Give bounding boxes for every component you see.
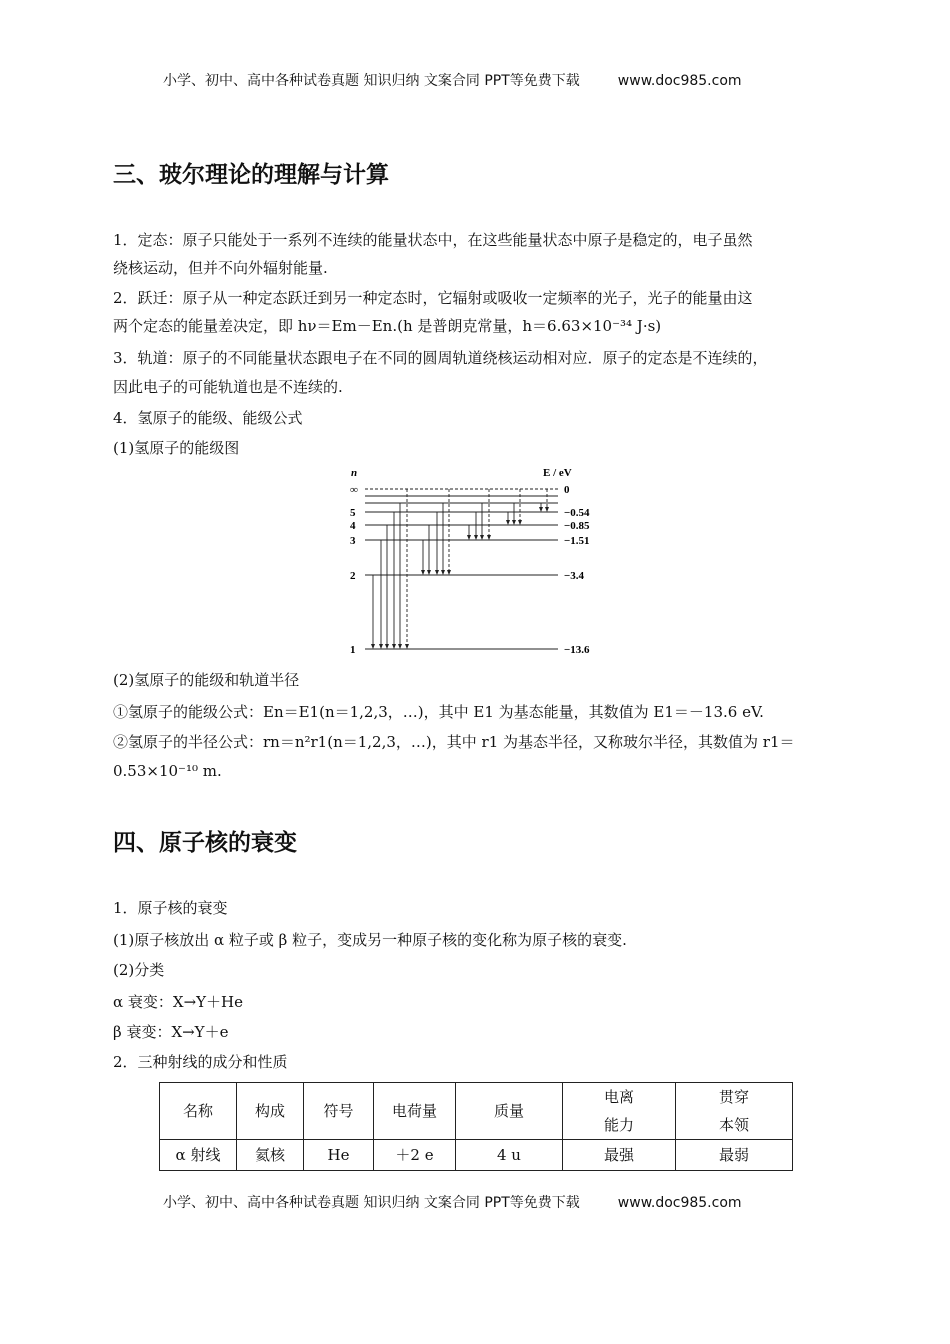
beta-decay: β 衰变：X→Y＋e [113, 1023, 229, 1041]
arrowhead [480, 535, 484, 540]
arrowhead [421, 570, 425, 575]
radiation-table [159, 1082, 793, 1171]
arrowhead [371, 644, 375, 649]
header-cell: 符号 [304, 1083, 374, 1140]
section-title-bohr: 三、玻尔理论的理解与计算 [113, 162, 389, 188]
arrowhead [405, 644, 409, 649]
paragraph: (1)氢原子的能级图 [113, 439, 240, 457]
cell: He [304, 1140, 374, 1171]
paragraph: 2．三种射线的成分和性质 [113, 1053, 288, 1071]
footer-text: 小学、初中、高中各种试卷真题 知识归纳 文案合同 PPT等免费下载 [163, 1195, 580, 1211]
cell: 最强 [563, 1140, 676, 1171]
table-row [160, 1140, 793, 1171]
page-footer [163, 1192, 742, 1212]
formula-radius: ②氢原子的半径公式：rn＝n²r1(n＝1,2,3，…)，其中 r1 为基态半径，又称玻尔半径，其数值为 r1＝ [113, 733, 795, 751]
arrowhead [506, 520, 510, 525]
section-title-decay: 四、原子核的衰变 [113, 830, 297, 856]
header-cell: 名称 [160, 1083, 237, 1140]
paragraph: 两个定态的能量差决定，即 hν＝Em－En.(h 是普朗克常量，h＝6.63×10⁻³⁴ J·s) [113, 317, 662, 335]
paragraph: 1．定态：原子只能处于一系列不连续的能量状态中，在这些能量状态中原子是稳定的，电子虽然 [113, 231, 753, 249]
paragraph: (2)分类 [113, 961, 165, 979]
paragraph: 1．原子核的衰变 [113, 899, 228, 917]
level-energy-label: −0.54 [564, 507, 590, 519]
formula-radius-cont: 0.53×10⁻¹⁰ m. [113, 762, 222, 780]
arrowhead [441, 570, 445, 575]
cell: ＋2 e [374, 1140, 456, 1171]
header-cell: 电离 能力 [563, 1083, 676, 1140]
arrowhead [379, 644, 383, 649]
alpha-decay: α 衰变：X→Y＋He [113, 993, 244, 1011]
arrowhead [474, 535, 478, 540]
arrowhead [392, 644, 396, 649]
header-text: 小学、初中、高中各种试卷真题 知识归纳 文案合同 PPT等免费下载 [163, 73, 580, 89]
level-n-label: 4 [350, 520, 356, 532]
level-energy-label: −0.85 [564, 520, 590, 532]
arrowhead [385, 644, 389, 649]
header-cell: 电荷量 [374, 1083, 456, 1140]
arrowhead [539, 507, 543, 512]
paragraph: (2)氢原子的能级和轨道半径 [113, 671, 300, 689]
cell: 最弱 [676, 1140, 793, 1171]
cell: α 射线 [160, 1140, 237, 1171]
level-energy-label: −13.6 [564, 644, 590, 656]
footer-link[interactable]: www.doc985.com [617, 1195, 742, 1211]
arrowhead [398, 644, 402, 649]
level-energy-label: 0 [564, 484, 570, 496]
page-header [163, 70, 742, 90]
arrowhead [467, 535, 471, 540]
level-energy-label: −1.51 [564, 535, 590, 547]
level-energy-label: −3.4 [564, 570, 585, 582]
level-n-label: ∞ [350, 484, 358, 496]
paragraph: 2．跃迁：原子从一种定态跃迁到另一种定态时，它辐射或吸收一定频率的光子，光子的能量由这 [113, 289, 753, 307]
arrowhead [518, 520, 522, 525]
energy-level-diagram [340, 465, 610, 660]
paragraph: 绕核运动，但并不向外辐射能量. [113, 259, 328, 277]
header-cell: 贯穿 本领 [676, 1083, 793, 1140]
formula-energy: ①氢原子的能级公式：En＝E1(n＝1,2,3，…)，其中 E1 为基态能量，其数值为 E1＝－13.6 eV. [113, 703, 764, 721]
arrowhead [427, 570, 431, 575]
cell: 4 u [456, 1140, 563, 1171]
paragraph: 因此电子的可能轨道也是不连续的. [113, 378, 343, 396]
arrowhead [447, 570, 451, 575]
arrowhead [545, 507, 549, 512]
arrowhead [487, 535, 491, 540]
paragraph: 4．氢原子的能级、能级公式 [113, 409, 303, 427]
header-cell: 质量 [456, 1083, 563, 1140]
level-n-label: 3 [350, 535, 356, 547]
level-n-label: 1 [350, 644, 356, 656]
paragraph: 3．轨道：原子的不同能量状态跟电子在不同的圆周轨道绕核运动相对应．原子的定态是不连续的， [113, 349, 768, 367]
arrowhead [512, 520, 516, 525]
energy-axis-label: E / eV [543, 467, 572, 479]
level-n-label: 5 [350, 507, 356, 519]
header-link[interactable]: www.doc985.com [617, 73, 742, 89]
paragraph: (1)原子核放出 α 粒子或 β 粒子，变成另一种原子核的变化称为原子核的衰变. [113, 931, 627, 949]
arrowhead [435, 570, 439, 575]
level-n-label: 2 [350, 570, 356, 582]
n-axis-label: n [351, 467, 358, 479]
header-cell: 构成 [237, 1083, 304, 1140]
cell: 氦核 [237, 1140, 304, 1171]
